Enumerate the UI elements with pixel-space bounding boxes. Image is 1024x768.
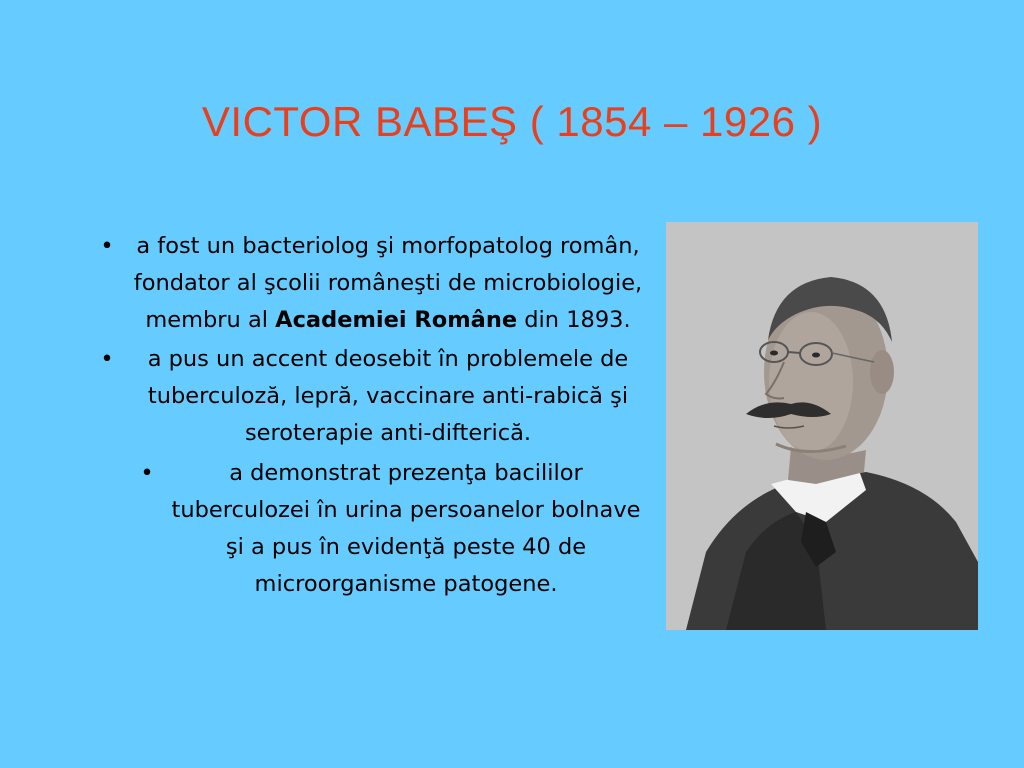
- bullet-bold-text: Academiei Române: [275, 307, 518, 333]
- bullet-item: [100, 339, 650, 452]
- bullet-item: [140, 452, 646, 603]
- bullet-marker: •: [100, 346, 114, 372]
- slide-title: VICTOR BABEŞ ( 1854 – 1926 ): [201, 98, 823, 145]
- bullet-marker: •: [140, 460, 154, 486]
- bullet-text-end: din 1893.: [517, 307, 631, 333]
- bullet-marker: •: [100, 233, 114, 259]
- bullet-text: a pus un accent deosebit în problemele de tuberculoză, lepră, vaccinare anti-rabică şi seroterapie anti-difterică.: [147, 346, 629, 446]
- portrait-photo: [666, 222, 978, 630]
- bullet-text: a demonstrat prezenţa bacililor tuberculozei în urina persoanelor bolnave şi a pus în evidenţă peste 40 de microorganisme patogene.: [171, 460, 641, 597]
- bullet-item: [100, 228, 650, 339]
- bullet-list: [100, 228, 650, 603]
- portrait-icon: [666, 222, 978, 630]
- bullet-text: a fost un bacteriolog şi morfopatolog român, fondator al şcolii româneşti de microbiologie, membru al: [133, 233, 643, 333]
